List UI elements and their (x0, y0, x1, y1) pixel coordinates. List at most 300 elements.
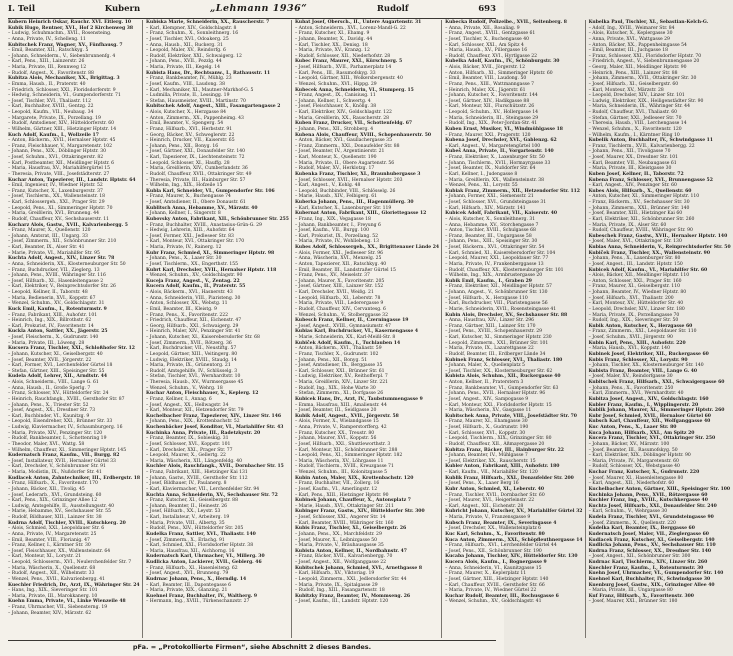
directory-entry: – Josef, Gärtner, XXI., Donaufelder Str. 140 (146, 149, 246, 155)
directory-entry: – Heinrich, Ing., XIX., Billrothstr. 62 (8, 318, 92, 324)
directory-entry: – Josef, Zimmerm., XII., Schönbrunner Str. 210 (8, 239, 117, 245)
directory-entry: – Karl, Postbeamter, XII., Meidlinger Hptstr. 6 (8, 160, 115, 166)
directory-entry: Kubler Anton, Fabrikant, XIII., Auhofstr. 180 (445, 464, 560, 470)
directory-entry: Kuchar Franz, Kutscher, X., Gudrunstr. 220 (588, 470, 700, 475)
directory-entry: – Rudolf, Bildhauer, XIII., Lainzer Str. 38 (8, 515, 102, 520)
directory-entry: Kucera Adolf, Kaufm., II., Praterstr. 55 (146, 284, 246, 290)
directory-entry: – Johann, Pens., X., Triester Str. 52 (8, 402, 89, 408)
directory-entry: – Johann, Tischler, XX., Klosterneuburger Str. 140 (588, 363, 704, 369)
directory-entry: – Maria, Wäscherin, XV., Gasgasse 11 (445, 408, 532, 414)
directory-entry: – Stefan, Gärtner, XIII., Speisinger Str. 55 (8, 368, 105, 374)
directory-entry: – Rudolf, Chauffeur, XX., Klosterneuburger Str. 101 (445, 267, 564, 273)
directory-entry: – Rudolf, Angest., X., Favoritenstr. 88 (8, 70, 94, 76)
directory-entry: – Wilhelm, Kaufm., I., Kärntner Ring 10 (588, 132, 680, 138)
directory-entry: – Maria, Private, III., Kegelg. 14 (146, 65, 221, 70)
directory-entry: – Maria, Hausfrau, XII., Aichhorng. 16 (146, 548, 235, 554)
directory-entry: Kudlacek Franz, Kutscher, XI., Geiselbergstr. 140 (588, 537, 715, 543)
directory-entry: – Stefan, Zimmerm., XI., Dorfgasse 26 (294, 391, 384, 397)
directory-entry: – Josef, Beamter, XVII., Jörgerstr. 22 (8, 357, 92, 363)
directory-entry: – Franz, Hilfsarb., X., Favoritenstr. 170 (8, 481, 98, 487)
directory-entry: – Karl, Angest., XII., Niederhofstr. 60 (588, 481, 675, 487)
directory-entry: – Maria, Private, VIII., Albertg. 35 (146, 520, 225, 526)
directory-entry: Kubovsky Anton, Fabrikant, XII., Schönbrunner Str. 255 (146, 216, 289, 222)
directory-entry: – Friedrich, Schlosser, XXI., Floridsdorferstr. 9 (8, 87, 116, 93)
directory-entry: – Josef, Kaufm., III., Landstr. Hptstr. 120 (294, 599, 389, 605)
directory-entry: Kuchler Franz, Ing., XVIII., Kutschkergasse 40 (588, 498, 708, 504)
directory-entry: Kuchta Adolf, Angest., XIV., Linzer Str. 78 (8, 256, 115, 262)
directory-entry: Kuchelbacher Anton, Gärtner, XIII., Speisinger Str. 100 (588, 486, 731, 492)
directory-entry: – Franz, Kellner, I., Kärntner Str. 30 (8, 543, 91, 549)
directory-entry: Kudernatsch Karl, Uhrmacher, VI., Millerg. 30 (146, 554, 265, 560)
directory-entry: – Leopold, Schuhm., XV., Hollergasse 14 (445, 110, 539, 115)
directory-entry: Kubinek Johann, Chauffeur, X., Antonsplatz 7 (294, 498, 411, 504)
directory-entry: Kuchenbäcker Josef, Konditor, VI., Mariahilfer Str. 43 (146, 425, 284, 430)
directory-entry: Kubla Karl, Schneider, VI., Gumpendorfer Str. 106 (146, 188, 275, 194)
directory-entry: – Karl, Monteur, XII., Flurschützstr. 26 (445, 104, 535, 110)
directory-entry: – Maria, Private, III., Rennweg 12 (8, 65, 87, 70)
directory-entry: – Karl, Klempner, XIV., Goldschlagstr. 8 (146, 25, 237, 31)
directory-entry: – Johann, Bankbeamter, I., Freyung 6 (294, 222, 381, 228)
directory-entry: – Josef, Angest., XVIII., Gymnasiumstr. 47 (294, 323, 391, 329)
directory-entry: – Friedrich, Chauffeur, XII., Eichenstr. 47 (146, 318, 242, 324)
directory-entry: – Anna, Schneiderin, XX., Klosterneuburger Str. 50 (8, 261, 126, 267)
directory-entry: Kubitschek Franz, Hilfsarb., XXI., Schwaigergasse 60 (588, 380, 725, 385)
directory-entry: Kudrnac Karl, Tischlerm., XIV., Linzer Str. 260 (588, 560, 708, 565)
directory-entry: – Anton, Kutscher, XI., Simmeringer Hptstr. 110 (588, 194, 700, 200)
directory-entry: – Josef, Hilfsarb., XVI., Thaliastr. 200 (588, 295, 674, 301)
directory-entry: – Marie, Schneiderin, XX., Karl-Meißl-Str. 8 (294, 335, 396, 340)
directory-entry: – Anna, Schneiderin, VIII., Piaristeng. 30 (146, 295, 241, 301)
directory-entry: Kubsch Franz, Beamter, IX., Severingasse 4 (445, 520, 557, 526)
directory-entry: – Josef, Installateur, XVII., Hernalser Gürtel 33 (8, 458, 116, 464)
directory-entry: – Maria, Private, III., Marokkanerg. 10 (8, 593, 98, 599)
directory-entry: – Heinrich, Drucker, VII., Kaiserstr. 65 (146, 138, 235, 144)
directory-entry: – Maria, Greißlerin, XIV., Cumberlandstr. 36 (146, 166, 248, 172)
page-title: „Lehmann 1936“ (209, 3, 308, 14)
directory-column-1 (8, 20, 143, 638)
directory-entry: – Maria, Greißlerin, XIV., Linzer Str. 221 (294, 380, 388, 385)
directory-entry: – Josef, Amtsdiener, IX., Berggasse 35 (294, 363, 383, 369)
directory-entry: – Josef, Kaufm., VI., Amerlingstr. 12 (294, 486, 378, 492)
directory-entry: – Karl, Schlosser, XVI., Koppstr. 30 (445, 430, 526, 436)
directory-entry: – Karl, Schmied, XI., Kaiserebersdorfer Str. 104 (445, 250, 556, 256)
directory-entry: Kuchinka Anna, Private, III., Radetzkystr. 20 (146, 430, 261, 436)
directory-entry: – Karl, Schlossergeh., XXI., Prager Str. 29 (8, 200, 105, 205)
directory-entry: – Franz, Pens., X., Favoritenstr. 222 (146, 312, 229, 318)
directory-entry: – Franz, Fabrikant, XIII., Hietzinger Kai 131 (146, 470, 248, 475)
directory-entry: Kudlicka Anton, Lackierer, XVII., Geblerg. 46 (146, 560, 262, 565)
footer-note: pFa. = „Protokollierte Firmen“, siehe Abschnitt 2 dieses Bandes. (132, 643, 372, 651)
directory-entry: – Ludwig, Elektriker, XIX., Heiligenstädter Str. 90 (588, 98, 704, 104)
directory-entry: Kudrna Franz, Schlosser, XX., Dresdner Str. 140 (588, 548, 712, 554)
directory-entry: Kucsera Franz, Tischler, XXI., Schloßhofer Str. 12 (8, 346, 135, 352)
directory-entry: – Karl, Elektriker, XIV., Goldschlagstr. 122 (294, 110, 392, 115)
directory-entry: Kuenburg Josef, Gastw., XIX., Grinzinger Allee 40 (588, 582, 715, 588)
directory-entry: – Maria, Private, IX., Lazarettgasse 22 (445, 346, 534, 352)
directory-entry: – Franz, Buchdrucker, VII., Zieglerg. 13 (8, 267, 100, 273)
directory-entry: Kublik Franz, Hilfsarb., XXI., Donaufelder Str. 200 (445, 475, 574, 481)
directory-entry: – Karl, Angest., XII., Eichenstr. 28 (445, 503, 524, 509)
directory-entry: – Maria, Private, III., Kleistgasse 30 (588, 166, 672, 172)
directory-entry: – Marie, Private, VI., Mariahilfer Str. 95 (8, 250, 100, 256)
directory-entry: Kubena Franz, Schlosser, XVI., Brunnengasse 52 (588, 177, 713, 183)
directory-entry: Kubern Heinrich Oskar, Rauchr. XVI. Eitlerg. 10 (8, 20, 132, 25)
directory-entry: Kubitzky Franz, Beamter, IV., Mommseng. 26 (294, 593, 411, 599)
directory-entry: – Karl, Monteur, XXI., Floridsdorfer Hptstr. 15 (445, 402, 552, 408)
directory-entry: – Maria, Private, XV., Kranzg. 12 (294, 48, 370, 54)
directory-entry: – Emil, Ingenieur, IV., Wiedner Hptstr. 52 (8, 183, 103, 189)
directory-entry: Kubitschek Anna, Private, VIII., Josefstädter Str. 70 (445, 413, 577, 419)
directory-entry: – Josef, Schuhm., XVI., Ottakringerstr. 82 (8, 155, 104, 160)
directory-entry: – Leopold, Eisendreher, XXI., Brünner Str. 33 (8, 419, 113, 425)
directory-entry: – Rudolf, Chauffeur, XII., Aßmayergasse 20 (445, 441, 545, 447)
directory-entry: – Wenzel, Schuhm., XV., Goldschlagstr. 41 (445, 599, 542, 605)
directory-entry: Kubr Franz, Schmied, XI., Simmeringer Hptstr. 98 (146, 250, 275, 256)
directory-entry: Kubiak Franz, Zimmerm., XII., Hetzendorfer Str. 112 (445, 188, 580, 194)
directory-entry: – Stefan, Hausmeister, XVIII., Martinstr. 70 (146, 98, 246, 104)
directory-entry: Kubitschek Adolf, Angest., XIII., Fasangartengasse 2 (146, 104, 281, 110)
directory-entry: – Johann, Kutscher, XI., Kaiserebersdorfer Str. 68 (146, 335, 260, 340)
directory-entry: – Franz, Bäcker, XVII., Kalvarienbergg. 70 (294, 554, 393, 560)
directory-entry: Kubelka Paul, Tischler, XI., Sebastian-Kelch-G. (588, 20, 709, 25)
directory-entry: – Maria, Hausb., XV., Pillergasse 16 (445, 48, 528, 54)
directory-entry: – Franz, Buchhalter, VII., Zollerg. 16 (294, 481, 380, 487)
directory-entry: – Josef, Beamter, IV., Argentinierstr. 21 (294, 149, 385, 155)
directory-entry: – Leopold, Pens., XI., Simmeringer Hptstr. 182 (294, 453, 403, 459)
directory-entry: – Anton, Kellner, II., Praterstern 3 (445, 380, 524, 385)
directory-entry: – Maria, Private, IV., Margaretenstr. 60 (588, 458, 679, 464)
directory-entry: – Anna, Hausb., II., Große Sperlg. 7 (8, 385, 91, 391)
directory-entry: Kuchta Anna, Schneiderin, XV., Sechshauser Str. 72 (146, 492, 278, 498)
directory-entry: – Karl, Monteur, XII., Schönbrunner Str. 288 (294, 447, 398, 453)
directory-entry: – Hedwig, Lehrerin, XIII., Auhofstr. 64 (146, 228, 235, 234)
directory-columns (8, 20, 731, 638)
directory-entry: – Franz, Maurer, XI., Ehamgasse 30 (445, 419, 528, 425)
directory-entry: – Karl, Angest., V., Margaretengürtel 100 (445, 143, 541, 149)
directory-entry: Kudrnac Johann, Pens., X., Herndlg. 14 (146, 576, 247, 582)
directory-entry: Kubat Josef, Obersch., II., Untere Augartenstr. 31 (294, 20, 422, 25)
directory-entry: – Rudolf, Chauffeur, XVI., Hyrtlgasse 22 (445, 53, 538, 59)
directory-entry: – Maria, Private, V., Franzensgasse 9 (445, 515, 531, 520)
directory-entry: – Johann, Beamter, IV., Mühlgasse 7 (445, 453, 528, 459)
directory-entry: Kudernatsch Franz, Kaufm., VII., Burgg. 82 (8, 453, 120, 459)
directory-entry: – Johann, Beamter, X., Davidg. 44 (294, 36, 373, 42)
directory-entry: Kubicek Adolf, Kaufm., VI., Mariahilfer Str. 60 (588, 267, 708, 273)
directory-entry: Kubricht Johann, Kutscher, XV., Mariahilfer Gürtel 32 (445, 509, 583, 515)
directory-entry: – Josef, Maler, XV., Reindorfgasse 30 (588, 374, 673, 380)
directory-entry: Kudrna Adolf, Tischler, XVIII., Kutschkerg. 20 (8, 520, 126, 526)
directory-entry: – Josef, Former, XXI., Jedleseer Str. 83 (146, 233, 234, 239)
directory-entry: – Karl, Pens., XIII., Hietzinger Hptstr. 90 (294, 492, 389, 498)
directory-entry: – Josef, Angest., XII., Wolfganggasse 22 (294, 560, 387, 565)
directory-entry: – Karl, Elektriker, V., Reinprechtsdorfer Str. 26 (8, 284, 116, 290)
directory-entry: Kubitza Alois, Mechaniker, XX., Brigittag. 3 (8, 76, 120, 82)
directory-entry: – Theresia, Hausb., XV., Wurmsergasse 45 (146, 380, 244, 385)
directory-entry: – Franz, Elektriker, XII., Meidlinger Hptstr. 57 (445, 284, 552, 290)
directory-entry: Kuch Adolf, Kaufm., I., Wollzeile 17 (8, 132, 99, 138)
footer-rule (8, 640, 496, 641)
directory-entry: – Johann, Bäcker, XV., Märzstr. 100 (588, 441, 670, 447)
directory-entry: – Josef, Maurer, XVI., Heigerleinstr. 22 (445, 498, 535, 504)
directory-entry: – Franz, Maurer, X., Keplerplatz 11 (445, 571, 527, 577)
directory-entry: Kudelka Franz, Sattler, XVI., Thaliastr. 140 (146, 531, 256, 537)
directory-entry: – Josef, Hilfsarb., XI., Geiselbergstr. 60 (588, 81, 679, 87)
directory-entry: – Maria, Schneiderin, IX., Währinger Str. 44 (588, 104, 690, 110)
directory-entry: – Josef, Hilfsarb., XVII., Parhamerplatz 14 (294, 65, 392, 70)
directory-entry: – Anna, Hausb., XII., Ruckerg. 31 (146, 42, 223, 48)
directory-entry: – Leopold, Maurer, X., Gellertg. 22 (146, 453, 226, 459)
directory-entry: – Leopold, Schlosser, XI., Hauffg. 28 (146, 160, 230, 166)
directory-entry: – Franz, Angest., XVIII., Gentzgasse 61 (445, 31, 536, 37)
directory-entry: – Karl, Monteur, XVI., Ottakringer Str. 170 (146, 239, 245, 245)
directory-entry: Kudlicka Johann, Pens., XV., Sechshauser Str. 110 (588, 543, 716, 549)
directory-entry: – Leopold, Tischlerm., XIX., Grinzinger Str. 80 (445, 436, 552, 442)
directory-entry: Kuben Josef, Kellner, II., Taborstr. 72 (588, 171, 684, 177)
directory-entry: – Emma, Hausb., II., Praterstr. 40 (8, 81, 86, 87)
directory-entry: – Rudolf, Tischlerm., XVIII., Kreuzgasse 71 (294, 464, 394, 470)
header-left-word: Kubern (104, 4, 141, 14)
directory-entry: Kubrt Karl, Drechsler, XVII., Hernalser Hptstr. 118 (146, 267, 277, 273)
directory-entry: Kubin Alois, Drechsler, XV., Sechshauser Str. 88 (445, 312, 568, 318)
directory-entry: – Johann, Kutscher, X., Favoritenstr. 144 (445, 93, 538, 99)
directory-entry: – Anna, Schneiderin, VI., Kaunitzgasse 15 (445, 565, 542, 571)
directory-entry: – Maria, Wäscherin, X., Quellenstr. 68 (8, 565, 96, 571)
directory-entry: – Josef, Pens., XVIII., Schopenhauerstr. 29 (445, 329, 543, 335)
directory-entry: – Maria, Wäscherin, XV., Löhrgasse 11 (294, 458, 384, 464)
directory-entry: – Josef, Zimmerm., X., Quellenstr. 220 (588, 520, 676, 526)
directory-entry: Kubinger Franz, Gastw., XIV., Hütteldorfer Str. 300 (294, 509, 425, 515)
directory-entry: – Josef, Gärtner, XIV., Hadikgasse 88 (445, 98, 530, 104)
directory-entry: – Karl, Schuhm., V., Wehrgasse 30 (588, 509, 668, 515)
directory-entry: – Maria, Private, III., Löweng. 28 (8, 340, 85, 346)
directory-entry: – Josef, Beamter, XIII., Hietzinger Kai 60 (588, 211, 683, 217)
directory-entry: – Karl, Schlosser, XXI., Am Spitz 4 (445, 42, 524, 48)
directory-entry: – Anton, Bäckerm., XVII., Hernalser Hptstr. 45 (8, 138, 116, 144)
directory-entry: – Karl, Tapezierer, IX., Liechtensteinstr. 72 (146, 155, 245, 160)
directory-entry: – Karl, Kellner, I., Judengasse 8 (445, 171, 518, 177)
directory-entry: Kubenka Franz, Tischler, XI., Braunhubergasse 3 (294, 171, 421, 177)
directory-entry: – Johann, Pens., X., Laaer Str. 30 (146, 256, 222, 262)
directory-entry: Kubik Hugo, Rentner, XVI., Hof 2 Kirchenweg 38 (8, 25, 134, 31)
directory-entry: – Johann, Kellner, I., Schwertg. 4 (294, 98, 371, 104)
directory-entry: – Josef, Schlosser, XXI., Angerer Str. 14 (294, 515, 386, 520)
directory-entry: Kudelka Karl, Beamter, IX., Berggasse 60 (588, 526, 695, 532)
directory-entry: – Karl, Beamter, III., Dapontegasse 6 (146, 582, 232, 588)
directory-entry: – Johann, Kellner, I., Singerstr. 8 (146, 211, 221, 217)
directory-entry: – Josef, Tischler, XX., Klosterneuburger Str. 62 (445, 368, 553, 374)
directory-entry: – Anna, Private, XII., Rosaliag. 9 (445, 25, 520, 31)
directory-entry: – Franz, Pens., XIII., Wattmanngasse 7 (445, 81, 535, 87)
directory-entry: – Ludwig, Klaviermacher, IV., Schaumburgerg. 16 (8, 425, 123, 430)
directory-entry: – Anna, Hausfrau, XIV., Linzer Str. 296 (445, 318, 535, 324)
directory-entry: – Rudolf, Chauffeur, XVIII., Währinger Str. 90 (588, 228, 693, 234)
directory-entry: – Alois, Kutscher, X., Herzgasse 84 (146, 110, 227, 115)
directory-entry: – Georg, Hilfsarb., XXI., Schwaigerg. 29 (146, 323, 239, 329)
directory-entry: Kuchar Rudolf, Beamter, III., Rochusgasse 6 (445, 593, 559, 599)
directory-entry: – Josef, Drechsler, XX., Wallensteinplatz 6 (445, 526, 542, 532)
directory-entry: – Josef, Schlosser, XVII., Hernalser Hptstr. 203 (294, 177, 403, 183)
directory-entry: – Leopold, Pens., XI., Simmeringer Hptstr. 70 (8, 205, 113, 211)
directory-entry: – Franz, Fabrikant, XIII., Auhofstr. 101 (8, 312, 98, 318)
directory-entry: – Franz, Tischlerm., XVII., Kalvarienbergg. 22 (588, 143, 695, 149)
directory-entry: – Josef, Tischler, XVI., Odoakerg. 25 (146, 36, 229, 42)
directory-entry: Kucera Franz, Tischler, XVI., Ottakringer Str. 250 (588, 436, 716, 442)
directory-entry: Kuben Franz, Drucker, VII., Schottenfeldg. 67 (294, 121, 413, 127)
directory-entry: – Maria, Greißlerin, XX., Rauscherstr. 28 (294, 115, 390, 121)
directory-entry: – Leopold, Zimmerm., XXI., Jedlersdorfer Str. 44 (294, 576, 407, 582)
directory-entry: – Johann, Maurer, XVI., Koppstr. 56 (294, 436, 377, 442)
directory-entry: Kuehnel Karl, Buchhalter, IV., Schwindgasse 30 (588, 576, 711, 582)
directory-entry: – Johann, Pens., XIII., Speisinger Str. 30 (445, 239, 538, 245)
directory-entry: – Johann, Pens., XIX., Krottenbachstr. 52 (146, 419, 240, 425)
directory-entry: Kubeschek Franz, Gastw., XVII., Hernalser Hptstr. 140 (588, 233, 728, 239)
directory-entry: – Franz, Kutscher, XI., Ehamg. 9 (294, 31, 370, 37)
directory-entry: – Alois, Kutscher, X., Sonnleithnerg. 31 (445, 216, 536, 222)
directory-entry: Kubernat Anton, Fabrikant, XIII., Gloriettegasse 12 (294, 211, 427, 217)
directory-entry: – Ludwig, Elektriker, XVIII., Staudg. 14 (146, 357, 237, 363)
directory-entry: Kuehn Emma, Private, VI., Linke Wienzeile 48 (8, 599, 126, 605)
header-right-word: Rudolf (376, 4, 409, 14)
directory-entry: – Alois, Bäcker, XVII., Jörgerstr. 12 (445, 65, 526, 70)
directory-entry: Kuca Johann, Hilfsarb., XXI., Am Spitz 20 (588, 430, 695, 436)
directory-entry: – Franz, Pens., XV., Meiselstr. 37 (294, 273, 370, 279)
directory-entry: – Franz, Schlosser, XV., Hütteldorfer Str. 24 (8, 391, 109, 397)
directory-entry: – Josef, Maurer, X., Leibnizgasse 50 (294, 537, 378, 543)
directory-entry: – Margarete, Private, IX., Porzellang. 19 (8, 115, 101, 121)
directory-entry: Kudela Franz, Tischler, XVI., Grundsteingasse 90 (588, 515, 714, 520)
directory-entry: – Theresia, Private, VIII., Josefstädterstr. 27 (8, 171, 110, 177)
directory-entry: – Rudolf, Ing., XIX., Sieveringer Str. 50 (588, 318, 679, 324)
directory-entry: – Rudolf, Ing., XIX., Peter-Jordan-Str. 41 (445, 121, 538, 127)
directory-entry: Kubitschek Franz, Wagner, XV., Fünfhausg. 7 (8, 42, 123, 48)
directory-entry: – Rudolf, Ing., XIX., Hohe Warte 30 (294, 385, 376, 391)
directory-entry: – Maria, Hausfrau, XV., Mariahilfergürtel 15 (8, 166, 111, 172)
directory-entry: – Karl, Pens., III., Rasumofskyg. 33 (294, 70, 376, 76)
directory-entry: – Rudolf, Schlosser, XX., Webstgasse 40 (588, 464, 680, 470)
part-label: I. Teil (8, 4, 36, 14)
directory-entry: – Josef, Fleischerm., X., Gudrunstr. 140 (8, 335, 99, 340)
directory-entry: – Leopold, Schlosserm., XVI., Neulerchenfelder Str. 7 (8, 560, 132, 565)
directory-entry: – Josef, Kaufm., VII., Burgg. 100 (294, 228, 370, 234)
directory-entry: – Josef, Bäckerm., XVI., Ottakringer Str. 54 (445, 245, 545, 250)
directory-entry: – Anton, Hilfsarb., XI., Simmeringer Hptstr. 60 (445, 70, 553, 76)
directory-entry: – Karl, Schlosser, XXI., Brünner Str. 61 (294, 368, 385, 374)
directory-entry: – Emil, Beamter, XII., Ratschkyg. 5 (8, 48, 89, 54)
directory-entry: – Josef, Schuhm., XVII., Jörgerstr. 90 (588, 335, 673, 340)
directory-entry: – Johann, Pens., XVII., Hernalser Hptstr. 96 (445, 391, 546, 397)
directory-entry: – Anna, Private, IV., Schelleng. 11 (8, 36, 86, 42)
directory-column-4 (445, 20, 585, 638)
directory-entry: – Johann, Tischlerm., XVII., Hormayrgasse 33 (445, 160, 551, 166)
directory-entry: – Josef, Beamter, IX., Nußdorfer Str. 64 (445, 166, 536, 172)
directory-entry: – Maria, Private, IV., Wiedner Gürtel 22 (445, 588, 537, 594)
directory-entry: – Leopold, Kellner, II., Taborstr. 48 (8, 290, 88, 295)
directory-entry: – Anton, Schlosser, XX., Webstg. 11 (146, 301, 228, 307)
directory-entry: – Maria, Greißlerin, XX., Wallensteinstr. 38 (445, 177, 545, 183)
directory-entry: – Stefan, Gärtner, XXI., Jedleseer Str. 70 (588, 115, 682, 121)
directory-entry: – Franz, Hilfsarb., XVI., Lerchenfelder Gürtel 44 (445, 543, 557, 549)
directory-entry: – Josef, Zimmerm., XVII., Rötzerg. 36 (146, 340, 232, 346)
directory-entry: – Johann, Pens., XX., Marchfeldstr. 29 (294, 531, 382, 537)
directory-entry: – Franz, Bankbeamter, VI., Gumpendorfer Str. 63 (445, 385, 559, 391)
directory-entry: – Karl, Beamter, VII., Neubaugasse 61 (588, 160, 677, 166)
directory-entry: Kubr Josef, Schmied, XVII., Hernalser Gürtel 60 (588, 413, 711, 419)
directory-entry: – Karl, Prokurist, IX., Porzellang. 52 (294, 233, 379, 239)
directory-entry: Kuceja Franz, Angest., V., Zentag. 22 (146, 278, 240, 284)
directory-entry: – Rudolf, Pens., XIV., Hütteldorfer Str. 205 (146, 526, 244, 532)
directory-entry: Kuechler Friedrich, Dr., Arzt, IX., Währinger Str. 24 (8, 582, 140, 588)
directory-entry: – Heinrich, Maler, XX., Jägerstr. 61 (445, 87, 526, 93)
directory-entry: – Anton, Bäcker, XVI., Gaullachergasse 35 (294, 138, 392, 144)
directory-entry: Kubler Franz, Kaufm., I., Wipplingerstr. 20 (588, 402, 699, 408)
directory-entry: – Josef, Lederarb., XVI., Grundsteing. 60 (8, 492, 102, 498)
directory-entry: – Franz, Maurer, X., Buchengasse 74 (146, 194, 231, 200)
directory-entry: – Josef, Tischlerm., XX., Wallensteinstr. 18 (8, 194, 106, 200)
directory-entry: – Rudolf, Beamter, III., Erdberger Lände 34 (445, 351, 546, 357)
directory-entry: – Johann, Pens., XII., Strohberg. 4 (294, 126, 374, 132)
directory-entry: – Josef, Kaufm., VIII., Laudong. 38 (146, 81, 225, 87)
directory-entry: – Karl, Monteur, XII., Hetzendorfer Str. 79 (146, 408, 244, 414)
directory-entry: – Maria, Private, IV., Wohllebeng. 13 (294, 239, 380, 245)
directory-entry: – Wenzel, Schuhm., XV., Goldschlagstr. 31 (8, 301, 105, 307)
directory-entry: – Anna, Private, V., Ramperstorfferg. 42 (294, 425, 387, 430)
directory-entry: – Maria, Private, V., Bräuhausgasse 35 (294, 543, 384, 549)
directory-entry: – Leopold, Drechsler, XIV., Linzer Str. 101 (588, 93, 685, 99)
directory-entry: – Karl, Monteur, XI., Lorystr. 21 (8, 554, 82, 560)
directory-entry: – Josef, Hilfsarb., XX., Leystr. 53 (146, 509, 221, 515)
directory-entry: – Alois, Former, XXI., Jedleseer Str. 96 (294, 250, 384, 256)
directory-entry: – Anton, Zimmerm., XX., Pappenheimg. 43 (146, 115, 244, 121)
directory-entry: – Josef, Pens., X., Laaer Berg 16 (445, 481, 519, 487)
directory-entry: – Karl, Buchhalter, XVIII., Gentzg. 22 (8, 104, 94, 110)
directory-entry: – Leopold, Drechsler, XIV., Linzer Str. 180 (588, 306, 685, 312)
directory-entry: – Rudolf, Chauffeur, XV., Sechshauserstr. 11 (8, 216, 109, 222)
directory-column-3 (295, 20, 442, 638)
directory-entry: – Karl, Kaufm., VII., Mariahilfer Str. 120 (445, 470, 538, 475)
directory-entry: Kuben Ernst, Musiker, VI., Windmühlgasse 18 (445, 126, 563, 132)
directory-entry: – Alois, Schneiderm., VIII., Lange G. 61 (8, 380, 99, 385)
directory-entry: – Josef, Schlosser, XVI., Grundsteingasse 31 (445, 200, 547, 205)
directory-entry: – Josef, Maurer, XX., Dresdner Str. 101 (588, 155, 679, 160)
directory-entry: – Josef, Hilfsarb., X., Herzgasse 110 (445, 295, 528, 301)
directory-entry: Kublitsch Anna, Hebamme, XV., Märzstr. 40 (146, 205, 258, 211)
directory-entry: – Emma, Hausfrau, XIII., Amalienstr. 44 (294, 402, 387, 408)
directory-entry: – Wenzel, Schuhm., V., Wehrg. 18 (146, 385, 223, 391)
directory-entry: – Maria, Private, IX., Porzellangasse 70 (588, 312, 680, 318)
directory-entry: – Karl, Pens., XIII., Lainzerstr. 26 (8, 59, 85, 65)
directory-entry: Kubista Anton, Kellner, II., Nordbahnstr. 47 (294, 548, 407, 554)
directory-entry: – Josef, Bildhauer, IV., Paulanerg. 8 (146, 481, 227, 487)
directory-entry: – Emil, Beamter, III., Juchgasse 18 (588, 48, 669, 54)
directory-entry: – Maria, Private, IV., Rainerg. 12 (146, 245, 222, 250)
directory-entry: Kuca Anton, Zimmerm., XXI., Schöpfleuthnergasse 14 (445, 537, 583, 543)
directory-entry: – Wenzel, Schuhm., XV., Goldschlagstr. 90 (146, 273, 243, 279)
directory-entry: – Franz, Bankbeamter, IV., Mühlg. 23 (146, 76, 232, 82)
directory-entry: – Franz, Angest., IX., Canisiusg. 11 (294, 93, 376, 99)
directory-entry: – Franz, Maurer, X., Quellenstr. 120 (8, 228, 91, 234)
directory-entry: Kubecek Anna, Schneiderin, VI., Stumperg. 15 (294, 87, 414, 93)
directory-entry: – Karl, Drechsler, XXI., Prager Str. 77 (146, 447, 233, 453)
directory-entry: – Franz, Zimmerm., XXI., Donaufelder Str. 88 (294, 143, 400, 149)
directory-entry: Kucera Alois, Kaufm., I., Bognergasse 9 (445, 560, 547, 565)
directory-entry: – Karl, Angest., XIV., Penzinger Str. 60 (588, 183, 677, 189)
directory-entry: Kubitza Josef, Angest., XIV., Goldschlagstr. 160 (588, 396, 709, 402)
directory-entry: – Maria, Private, IX., Alser Str. 60 (588, 222, 667, 228)
directory-entry: – Adolf, Ing., XVIII., Weimarer Str. 84 (588, 25, 675, 31)
directory-entry: – Josef, Amtsdiener, II., Obere Donaustr. 61 (146, 200, 246, 205)
directory-entry: – Josef, Angest., XX., Hellwagstr. 34 (146, 402, 229, 408)
directory-entry: Kubelka Adolf, Kaufm., IV., Schönburgstr. 30 (445, 59, 560, 65)
